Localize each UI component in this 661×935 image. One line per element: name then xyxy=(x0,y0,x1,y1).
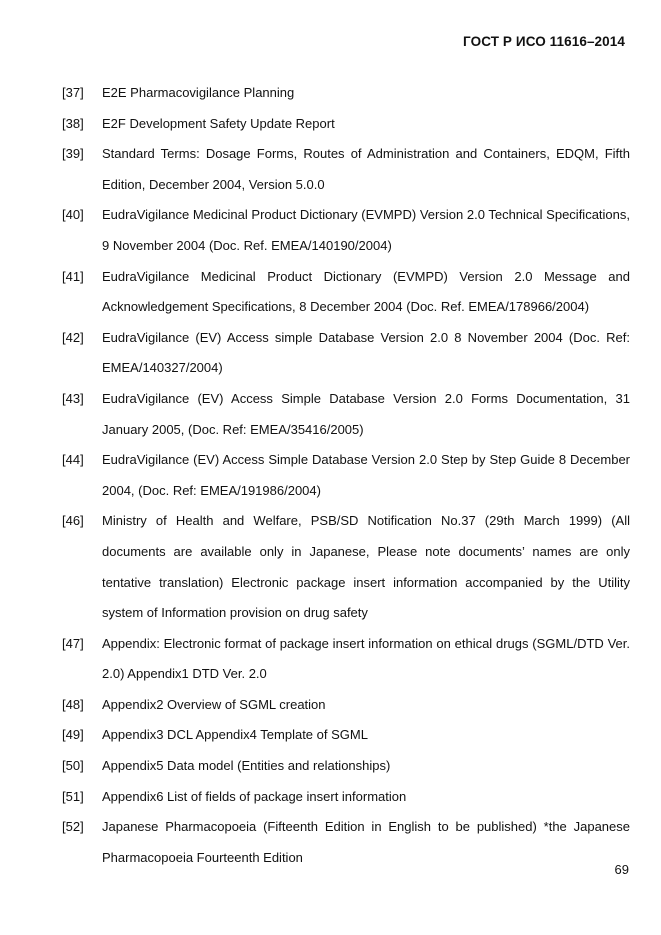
reference-text: Standard Terms: Dosage Forms, Routes of Administration and Containers, EDQM, Fifth Edition, December 2004, Version 5.0.0 xyxy=(102,146,630,192)
reference-item xyxy=(62,506,630,628)
reference-number: [42] xyxy=(62,329,84,345)
reference-number: [38] xyxy=(62,115,84,131)
reference-number: [44] xyxy=(62,452,84,468)
reference-item xyxy=(62,690,630,721)
reference-item xyxy=(62,812,630,873)
reference-number: [50] xyxy=(62,758,84,774)
reference-text: Ministry of Health and Welfare, PSB/SD Notification No.37 (29th March 1999) (All documents are available only in Japanese, Please note documents’ names are only tentative translation) Electronic package insert information accompanied by the Utility system of Information provision on drug safety xyxy=(102,513,630,621)
reference-item xyxy=(62,200,630,261)
reference-number: [41] xyxy=(62,268,84,284)
reference-item xyxy=(62,629,630,690)
reference-text: E2F Development Safety Update Report xyxy=(102,115,335,131)
reference-item xyxy=(62,720,630,751)
reference-text: EudraVigilance (EV) Access simple Database Version 2.0 8 November 2004 (Doc. Ref: EMEA/140327/2004) xyxy=(102,329,630,376)
reference-item xyxy=(62,78,630,109)
reference-item xyxy=(62,445,630,506)
reference-text: EudraVigilance Medicinal Product Dictionary (EVMPD) Version 2.0 Message and Acknowledgement Specifications, 8 December 2004 (Doc. Ref. EMEA/178966/2004) xyxy=(102,268,630,315)
reference-number: [51] xyxy=(62,788,84,804)
reference-number: [47] xyxy=(62,635,84,651)
reference-item xyxy=(62,262,630,323)
reference-number: [52] xyxy=(62,819,84,835)
reference-text: Appendix2 Overview of SGML creation xyxy=(102,696,326,712)
reference-number: [46] xyxy=(62,513,84,529)
reference-list xyxy=(62,78,630,873)
reference-text: Appendix6 List of fields of package insert information xyxy=(102,788,407,804)
reference-number: [40] xyxy=(62,207,84,223)
reference-text: Appendix3 DCL Appendix4 Template of SGML xyxy=(102,727,368,743)
reference-item xyxy=(62,139,630,200)
reference-text: E2E Pharmacovigilance Planning xyxy=(102,85,295,100)
reference-text: Appendix: Electronic format of package insert information on ethical drugs (SGML/DTD Ver. 2.0) Appendix1 DTD Ver. 2.0 xyxy=(102,635,630,682)
reference-number: [43] xyxy=(62,390,84,406)
reference-item xyxy=(62,109,630,140)
reference-item xyxy=(62,323,630,384)
reference-text: EudraVigilance (EV) Access Simple Database Version 2.0 Step by Step Guide 8 December 2004, (Doc. Ref: EMEA/191986/2004) xyxy=(102,452,630,498)
reference-text: Appendix5 Data model (Entities and relationships) xyxy=(102,758,391,774)
reference-number: [49] xyxy=(62,727,84,743)
reference-text: EudraVigilance (EV) Access Simple Database Version 2.0 Forms Documentation, 31 January 2005, (Doc. Ref: EMEA/35416/2005) xyxy=(102,390,630,437)
reference-text: Japanese Pharmacopoeia (Fifteenth Edition in English to be published) *the Japanese Pharmacopoeia Fourteenth Edition xyxy=(102,819,630,865)
reference-item xyxy=(62,384,630,445)
document-header: ГОСТ Р ИСО 11616–2014 xyxy=(463,34,625,49)
reference-number: [37] xyxy=(62,85,84,100)
reference-number: [48] xyxy=(62,696,84,712)
reference-item xyxy=(62,751,630,782)
reference-number: [39] xyxy=(62,146,84,162)
reference-text: EudraVigilance Medicinal Product Dictionary (EVMPD) Version 2.0 Technical Specifications, 9 November 2004 (Doc. Ref. EMEA/140190/2004) xyxy=(102,207,630,253)
page-number: 69 xyxy=(614,862,629,877)
reference-item xyxy=(62,782,630,813)
